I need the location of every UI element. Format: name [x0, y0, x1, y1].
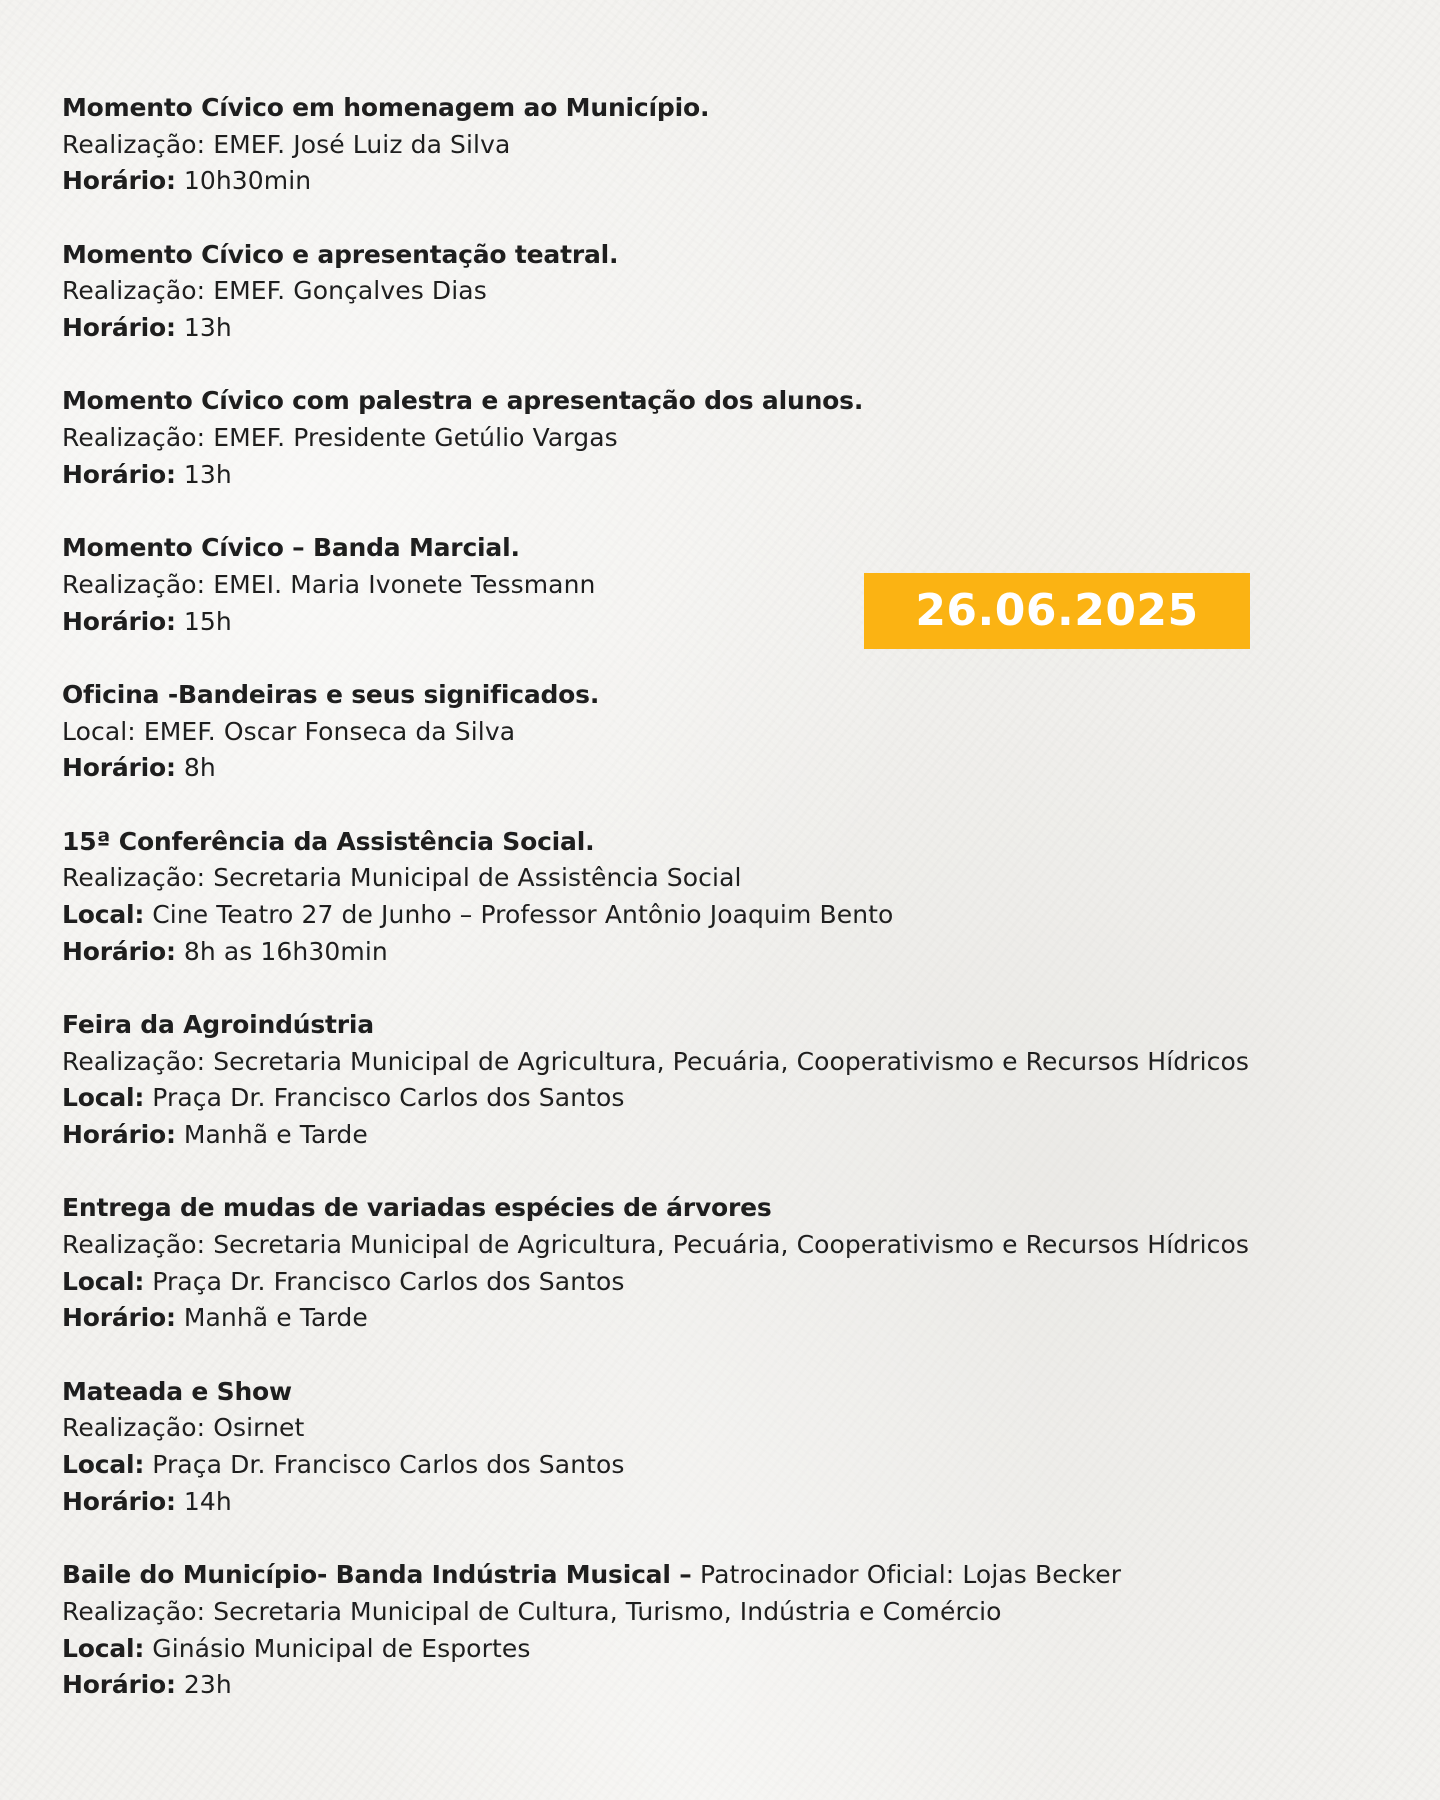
time-value: 14h: [183, 1486, 232, 1516]
event-title: Momento Cívico com palestra e apresentação dos alunos.: [62, 386, 864, 416]
event-title: Momento Cívico em homenagem ao Município.: [62, 93, 710, 122]
event-item: [62, 677, 1402, 787]
event-title: Oficina -Bandeiras e seus significados.: [62, 679, 600, 709]
event-time: [62, 1667, 1402, 1704]
event-organizer: Realização: EMEF. Gonçalves Dias: [62, 276, 487, 306]
event-organizer: Realização: Secretaria Municipal de Assistência Social: [62, 863, 742, 893]
event-time: [62, 163, 1402, 200]
local-label: Local:: [62, 1266, 145, 1296]
local-value: Cine Teatro 27 de Junho – Professor Antônio Joaquim Bento: [152, 899, 894, 929]
local-value: Praça Dr. Francisco Carlos dos Santos: [152, 1266, 625, 1296]
event-item: [62, 824, 1402, 971]
event-item: [62, 383, 1402, 493]
event-location: [62, 1264, 1402, 1301]
event-item: [62, 1190, 1402, 1337]
event-organizer: Realização: Secretaria Municipal de Cultura, Turismo, Indústria e Comércio: [62, 1596, 1002, 1626]
local-label: Local:: [62, 1083, 145, 1113]
event-title: Momento Cívico – Banda Marcial.: [62, 533, 520, 563]
local-value: Praça Dr. Francisco Carlos dos Santos: [152, 1450, 625, 1480]
event-sponsor: Patrocinador Oficial: Lojas Becker: [700, 1560, 1122, 1590]
time-label: Horário:: [62, 1486, 176, 1516]
time-value: Manhã e Tarde: [183, 1120, 368, 1150]
time-value: 13h: [183, 459, 232, 489]
event-time: [62, 1484, 1402, 1521]
event-title-text: Baile do Município- Banda Indústria Musical –: [62, 1560, 692, 1590]
time-value: 10h30min: [183, 166, 312, 196]
time-label: Horário:: [62, 459, 176, 489]
time-value: 23h: [183, 1670, 232, 1700]
event-list: [62, 90, 1402, 1741]
event-item: [62, 1557, 1402, 1704]
event-title: 15ª Conferência da Assistência Social.: [62, 826, 595, 856]
event-location: [62, 897, 1402, 934]
local-value: Ginásio Municipal de Esportes: [152, 1633, 531, 1663]
event-title: Momento Cívico e apresentação teatral.: [62, 239, 619, 269]
event-organizer: Realização: EMEF. Presidente Getúlio Vargas: [62, 423, 618, 453]
event-location: [62, 1631, 1402, 1668]
time-value: 8h as 16h30min: [183, 936, 388, 966]
local-label: Local:: [62, 1633, 145, 1663]
time-value: 8h: [183, 753, 216, 783]
event-organizer: Realização: Secretaria Municipal de Agricultura, Pecuária, Cooperativismo e Recursos Hídricos: [62, 1046, 1250, 1076]
time-label: Horário:: [62, 1303, 176, 1333]
event-time: [62, 1117, 1402, 1154]
time-label: Horário:: [62, 1120, 176, 1150]
event-title: [62, 1557, 1402, 1594]
event-organizer: Realização: EMEF. José Luiz da Silva: [62, 129, 511, 159]
event-item: [62, 90, 1402, 200]
time-label: Horário:: [62, 753, 176, 783]
event-title: Mateada e Show: [62, 1376, 292, 1406]
event-time: [62, 1300, 1402, 1337]
event-time: [62, 457, 1402, 494]
time-value: 13h: [183, 313, 232, 343]
event-organizer: Realização: Osirnet: [62, 1413, 305, 1443]
event-time: [62, 934, 1402, 971]
event-organizer: Realização: Secretaria Municipal de Agricultura, Pecuária, Cooperativismo e Recursos Hídricos: [62, 1230, 1250, 1260]
event-organizer: Realização: EMEI. Maria Ivonete Tessmann: [62, 569, 596, 599]
time-label: Horário:: [62, 606, 176, 636]
time-label: Horário:: [62, 166, 176, 196]
event-time: [62, 750, 1402, 787]
time-value: 15h: [183, 606, 232, 636]
event-item: [62, 1374, 1402, 1521]
event-location: [62, 1080, 1402, 1117]
event-title: Entrega de mudas de variadas espécies de árvores: [62, 1193, 772, 1223]
local-label: Local:: [62, 1450, 145, 1480]
time-label: Horário:: [62, 936, 176, 966]
event-item: [62, 237, 1402, 347]
time-label: Horário:: [62, 1670, 176, 1700]
event-time: [62, 310, 1402, 347]
time-value: Manhã e Tarde: [183, 1303, 368, 1333]
event-location: [62, 1447, 1402, 1484]
time-label: Horário:: [62, 313, 176, 343]
event-location: Local: EMEF. Oscar Fonseca da Silva: [62, 716, 516, 746]
event-item: [62, 1007, 1402, 1154]
local-label: Local:: [62, 899, 145, 929]
event-title: Feira da Agroindústria: [62, 1009, 374, 1039]
date-badge: 26.06.2025: [864, 573, 1250, 649]
local-value: Praça Dr. Francisco Carlos dos Santos: [152, 1083, 625, 1113]
